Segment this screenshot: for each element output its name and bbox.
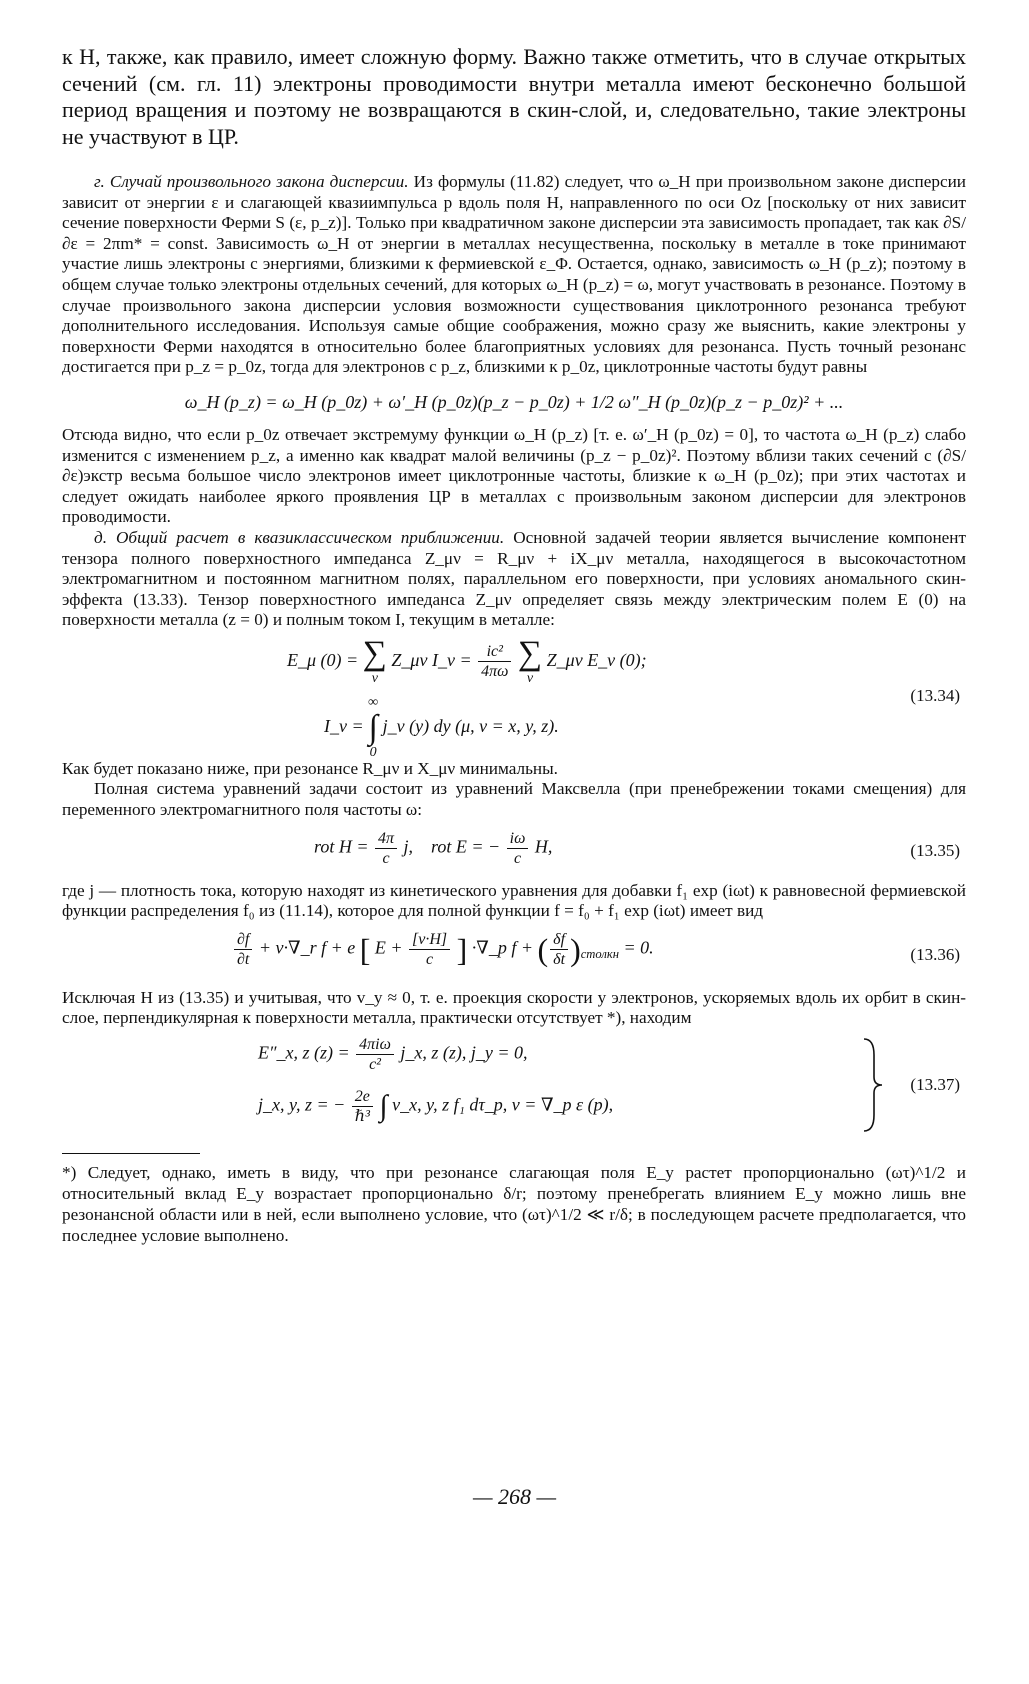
right-brace-icon [860, 1035, 886, 1135]
kinetic-paragraph: где j — плотность тока, которую находят из кинетического уравнения для добавки f₁ exp (iωt) к равновесной фермиевской функции распределения f₀ из (11.14), которое для полной функции f = f₀ + f₁ exp (iωt) имеет вид [62, 880, 966, 921]
eq-number-13-37: (13.37) [910, 1075, 960, 1095]
section-g-paragraph [62, 172, 966, 378]
eq-13-34-line1: E_μ (0) = ∑ ν Z_μν I_ν = $\frac{\text{ic²}}{4\pi\omega}$ ∑ ν Z_μν E_ν (0); [287, 634, 647, 686]
section-d-heading: д. Общий расчет в квазиклассическом приближении. [94, 527, 505, 547]
integral-symbol: ∞ ∫ 0 [368, 694, 379, 760]
equation-13-36: $\frac{\partial f}{\partial t}$ + v·∇_r f + e [ E + $\frac{[v\cdot H]}{c}$ ] ·∇_p f + ( $\frac{\delta f}{\delta t}$ )$_{столкн} = 0$. (13.36) [62, 930, 966, 980]
section-g-heading: г. Случай произвольного закона дисперсии. [94, 172, 409, 191]
footnote: *) Следует, однако, иметь в виду, что при резонансе слагающая поля E_y растет пропорционально (ωτ)^1/2 и относительный вклад E_y возрастает пропорционально δ/r; поэтому пренебрегать влиянием E_y можно лишь вне резонансной области или в ней, если выполнено условие, что (ωτ)^1/2 ≪ r/δ; в последующем расчете предполагается, что последнее условие выполнено. [62, 1163, 966, 1246]
fraction-ic2-4piw: $\frac{\text{ic²}}{4\pi\omega}$ [478, 642, 511, 681]
section-d-text: Основной задачей теории является вычисление компонент тензора полного поверхностного импеданса Z_μν = R_μν + iX_μν металла, находящегося в высокочастотном электромагнитном и постоянном магнитном полях, параллельном его поверхности, при условиях аномального скин-эффекта (13.33). Тензор поверхностного импеданса Z_μν определяет связь между электрическим полем E (0) на поверхности металла (z = 0) и полным током I, текущим в металле: [62, 527, 967, 630]
intro-paragraph: к H, также, как правило, имеет сложную форму. Важно также отметить, что в случае открытых сечений (см. гл. 11) электроны проводимости внутри металла имеют бесконечно большой период вращения и поэтому не возвращаются в скин-слой, и, следовательно, такие электроны не участвуют в ЦР. [62, 44, 966, 149]
eq-number-13-36: (13.36) [910, 944, 960, 964]
eq-number-13-34: (13.34) [910, 685, 960, 705]
eq-13-37-line1: E″_x, z (z) = $\frac{\text{4πiω}}{\text{c²}}$ j_x, z (z), j_y = 0, [258, 1036, 528, 1074]
equation-13-35: rot H = $\frac{4\pi}{c}$ j, rot E = − $\frac{i\omega}{c}$ H, (13.35) [314, 829, 960, 867]
equation-13-37 [62, 1035, 966, 1135]
omega-expansion-equation: ω_H (p_z) = ω_H (p_0z) + ω′_H (p_0z)(p_z − p_0z) + 1/2 ω″_H (p_0z)(p_z − p_0z)² + ... [184, 391, 844, 412]
system-paragraph: Полная система уравнений задачи состоит из уравнений Максвелла (при пренебрежении токами смещения) для переменного электромагнитного поля частоты ω: [62, 779, 966, 820]
eq-13-34-line2: I_ν = ∞ ∫ 0 j_ν (y) dy (μ, ν = x, y, z). [324, 694, 559, 760]
sum-symbol-2: ∑ ν [517, 634, 543, 686]
resonance-paragraph: Как будет показано ниже, при резонансе R_μν и X_μν минимальны. [62, 758, 558, 778]
equation-13-34 [62, 634, 966, 760]
extremum-paragraph: Отсюда видно, что если p_0z отвечает экстремуму функции ω_H (p_z) [т. е. ω′_H (p_0z) = 0], то частота ω_H (p_z) слабо изменится с изменением p_z, а именно как квадрат малой величины (p_z − p_0z)². Поэтому вблизи таких сечений с (∂S/∂ε)экстр весьма большое число электронов имеет циклотронные частоты, близкие к ω_H (p_0z); при этих частотах и следует ожидать наиболее яркого проявления ЦР в металлах с произвольным законом дисперсии для электронов проводимости. [62, 424, 966, 527]
footnote-rule [62, 1153, 200, 1154]
page-number: — 268 — [472, 1484, 557, 1509]
eq-13-37-line2: j_x, y, z = − $\frac{2e}{\text{ℏ³}}$ ∫ v_x, y, z f₁ dτ_p, v = ∇_p ε (p), [258, 1088, 614, 1126]
sum-symbol: ∑ ν [362, 634, 387, 686]
eq-number-13-35: (13.35) [910, 840, 960, 860]
section-d-paragraph [62, 528, 966, 631]
page-content [62, 44, 966, 1246]
exclude-paragraph: Исключая H из (13.35) и учитывая, что v_y ≈ 0, т. е. проекция скорости у электронов, ускоряемых вдоль их орбит в скин-слое, перпендикулярная к поверхности металла, практически отсутствует *), находим [62, 987, 966, 1028]
section-g-text: Из формулы (11.82) следует, что ω_H при произвольном законе дисперсии зависит от энергии ε и слагающей квазиимпульса p вдоль поля H, направленного по оси Oz [поскольку от них зависит сечение поверхности Ферми S (ε, p_z)]. Только при квадратичном законе дисперсии эта зависимость пропадает, так как ∂S/∂ε = 2πm* = const. Зависимость ω_H от энергии в металлах несущественна, поскольку в металле в токе принимают участие лишь электроны с энергиями, близкими к фермиевской ε_Φ. Остается, однако, зависимость ω_H (p_z); поэтому в общем случае только электроны отдельных сечений, для которых ω_H (p_z) = ω, могут участвовать в резонансе. Поэтому в случае произвольного закона дисперсии условия возможности существования циклотронного резонанса требуют дополнительного исследования. Используя самые общие соображения, можно сразу же выяснить, какие электроны у поверхности Ферми находятся в относительно более благоприятных условиях для резонанса. Пусть точный резонанс достигается при p_z = p_0z, тогда для электронов с p_z, близкими к p_0z, циклотронные частоты будут равны [62, 172, 967, 377]
